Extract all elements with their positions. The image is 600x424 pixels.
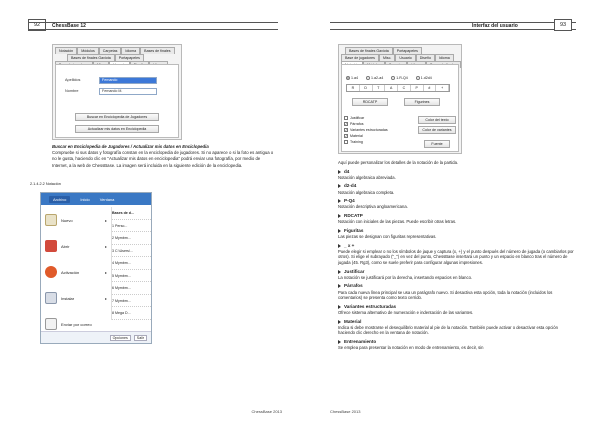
- option-heading: Material: [338, 319, 574, 325]
- triangle-bullet-icon: [338, 284, 341, 288]
- recent-header: Bases de d...: [112, 207, 151, 220]
- variation-color-button[interactable]: Color de variantes: [418, 126, 456, 134]
- option-description: Puede elegir si emplear o no los símbolos de jaque y captura (x, +) y el punto después del número de jugada (o cambiarlos por otros). Si elige el subrayado ("_") en vez del punto, ChessBase insertará un punto y un espacio en blanco tras el número de jugada (45. Rg3), como se suele preferir para configurar algunas impresiones.: [338, 248, 574, 265]
- radio-short[interactable]: 1.a4: [346, 76, 358, 80]
- tab-archivo[interactable]: Archivo: [49, 196, 70, 203]
- new-icon: [45, 214, 57, 226]
- recent-item[interactable]: 6 Mymbm...: [112, 282, 151, 295]
- tab-ventana[interactable]: Ventana: [99, 196, 115, 202]
- check-training[interactable]: Training: [344, 140, 363, 144]
- rdcatp-button[interactable]: RDCATP: [352, 98, 388, 106]
- page-footer: ChessBase 2013: [251, 409, 282, 414]
- triangle-bullet-icon: [338, 199, 341, 203]
- recent-item[interactable]: 8 Mega D...: [112, 307, 151, 320]
- piece-letter: P: [411, 85, 424, 91]
- chevron-right-icon: ▸: [104, 269, 107, 275]
- chevron-right-icon: ▸: [104, 243, 107, 249]
- check-paragraphs[interactable]: ✓ Párrafos: [345, 122, 364, 126]
- recent-item[interactable]: 3 C:\Users\...: [112, 245, 151, 258]
- option-heading: Figuritas: [338, 228, 574, 234]
- option-description: Ofrece sistema alternativo de numeración e indentación de las variantes.: [338, 309, 474, 315]
- piece-letter: R: [347, 85, 360, 91]
- radio-coord[interactable]: 1.d2d4: [416, 76, 432, 80]
- menu-item-enviar[interactable]: Enviar por correo: [43, 311, 109, 337]
- page-number: 92: [28, 19, 46, 31]
- option-description: Las piezas se designan con figuritas representativas.: [338, 233, 437, 239]
- surname-field[interactable]: Fernando: [99, 77, 157, 84]
- header-title: ChessBase 12: [52, 23, 86, 29]
- install-icon: [45, 292, 57, 304]
- activation-icon: [45, 266, 57, 278]
- page-footer: ChessBase 2013: [330, 409, 361, 414]
- page-header: [330, 22, 576, 30]
- search-encyclopedia-button[interactable]: Buscar en Enciclopedia de Jugadores: [75, 113, 159, 121]
- tab[interactable]: Bases de finales Gaviota: [345, 47, 393, 54]
- piece-letter: +: [436, 85, 449, 91]
- figurines-button[interactable]: Figurines: [404, 98, 440, 106]
- option-description: Notación algebraica completa.: [338, 189, 395, 195]
- intro-text: Aquí puede personalizar los detalles de la notación de la partida.: [338, 160, 459, 165]
- notation-style-radios: [346, 76, 432, 80]
- check-justify[interactable]: Justificar: [344, 116, 364, 120]
- option-description: La notación se justificará por la derecha, insertando espacios en blanco.: [338, 274, 473, 280]
- options-dialog: [52, 44, 182, 140]
- recent-item[interactable]: 5 Mymbm...: [112, 270, 151, 283]
- encyclopedia-description: [52, 144, 274, 169]
- option-heading: d4: [338, 169, 574, 175]
- tab[interactable]: Usuario: [395, 54, 415, 61]
- text-color-button[interactable]: Color del texto: [418, 116, 456, 124]
- tab[interactable]: Portapapeles: [393, 47, 422, 54]
- notation-options-text: [338, 160, 574, 351]
- triangle-bullet-icon: [338, 229, 341, 233]
- tab[interactable]: Base de jugadores: [341, 54, 379, 61]
- tab[interactable]: Diseño: [416, 54, 435, 61]
- menu-bottom-bar: [41, 331, 151, 343]
- surname-label: Apellidos: [65, 78, 81, 82]
- encyclopedia-body: Compruebe si sus datos y fotografía constan en la enciclopedia de jugadores. Si no aparece o si la foto es antigua o no le gusta, haciendo clic en "Actualizar mis datos en enciclopedia" podrá enviar una fotografía, por medio de Internet, a la web de ChessBase. La imagen será incluida en la siguiente edición de la enciclopedia.: [52, 150, 274, 168]
- option-heading: Párrafos: [338, 283, 574, 289]
- option-description: Notación con iniciales de las piezas. Puede escribir otras letras.: [338, 219, 457, 225]
- menu-item-abrir[interactable]: Abrir ▸: [43, 233, 109, 259]
- option-heading: d2-d4: [338, 183, 574, 189]
- recent-item[interactable]: 2 Mymbm...: [112, 232, 151, 245]
- mail-icon: [45, 318, 57, 330]
- triangle-bullet-icon: [338, 270, 341, 274]
- name-field[interactable]: Fernando M.: [99, 88, 157, 95]
- menu-tabs: [41, 193, 151, 205]
- name-label: Nombre: [65, 89, 79, 93]
- chevron-right-icon: ▸: [104, 295, 107, 301]
- page-number: 93: [554, 19, 572, 31]
- option-description: Notación descriptiva angloamericana.: [338, 204, 408, 210]
- piece-letters-field[interactable]: [346, 84, 450, 92]
- menu-item-instalar[interactable]: Instalar ▸: [43, 285, 109, 311]
- exit-button[interactable]: Salir: [134, 335, 147, 341]
- check-material[interactable]: ✓ Material: [345, 134, 363, 138]
- piece-letter: D: [360, 85, 373, 91]
- triangle-bullet-icon: [338, 320, 341, 324]
- option-heading: _ x +: [338, 243, 574, 249]
- recent-item[interactable]: 4 Mymbm...: [112, 257, 151, 270]
- encyclopedia-heading: Buscar en Enciclopedia de Jugadores / Actualizar mis datos en Enciclopedia: [52, 144, 209, 149]
- triangle-bullet-icon: [338, 305, 341, 309]
- piece-letter: T: [373, 85, 386, 91]
- tab[interactable]: Notación: [55, 47, 77, 54]
- right-page: [300, 0, 600, 424]
- options-button[interactable]: Opciones: [110, 335, 131, 341]
- piece-letter: #: [424, 85, 437, 91]
- triangle-bullet-icon: [338, 340, 341, 344]
- menu-item-nuevo[interactable]: Nuevo ▸: [43, 207, 109, 233]
- triangle-bullet-icon: [338, 170, 341, 174]
- piece-letter: A: [385, 85, 398, 91]
- recent-databases-list: [111, 207, 151, 320]
- piece-letter: C: [398, 85, 411, 91]
- tab[interactable]: Bases de finales Gaviota: [67, 54, 115, 61]
- recent-item[interactable]: 7 Mymbm...: [112, 295, 151, 308]
- option-description: Indica si debe mostrarse el desequilibrio material al pie de la notación. También puede activar o desactivar esta opción haciendo clic derecho en la ventana de notación.: [338, 324, 558, 336]
- option-heading: RDCATP: [338, 213, 574, 219]
- tab[interactable]: Misc.: [379, 54, 395, 61]
- file-menu-screenshot: [40, 192, 152, 344]
- open-icon: [45, 240, 57, 252]
- section-label: 2.1.4.2.2 Notación: [30, 182, 61, 186]
- radio-long[interactable]: 1.a2-a4: [366, 76, 383, 80]
- tab[interactable]: Idioma: [435, 54, 454, 61]
- triangle-bullet-icon: [338, 184, 341, 188]
- option-heading: Justificar: [338, 269, 574, 275]
- tab[interactable]: Módulos: [77, 47, 99, 54]
- triangle-bullet-icon: [338, 244, 341, 248]
- font-button[interactable]: Fuente: [424, 140, 450, 148]
- menu-left-column: [43, 207, 109, 337]
- header-title: Interfaz del usuario: [472, 23, 518, 29]
- triangle-bullet-icon: [338, 214, 341, 218]
- tab[interactable]: Carpetas: [99, 47, 122, 54]
- tab-inicio[interactable]: Inicio: [80, 196, 90, 202]
- option-heading: P-Q4: [338, 198, 574, 204]
- tab[interactable]: Bases de finales: [140, 47, 174, 54]
- option-description: Se emplea para presentar la notación en modo de entrenamiento, es decir, sin: [338, 345, 484, 351]
- update-encyclopedia-button[interactable]: Actualizar mis datos en Enciclopedia: [75, 125, 159, 133]
- tab[interactable]: Portapapeles: [115, 54, 144, 61]
- recent-item[interactable]: 1 Perso...: [112, 220, 151, 233]
- option-description: Para cada nueva línea principal se usa un parágrafo nuevo. Si desactiva esta opción, toda la notación (incluidos los comentarios) se presenta como texto cerrido.: [338, 289, 553, 301]
- menu-item-activacion[interactable]: Activación ▸: [43, 259, 109, 285]
- radio-descriptive[interactable]: 1.R-Q4: [391, 76, 408, 80]
- tab[interactable]: Idioma: [121, 47, 140, 54]
- check-structured[interactable]: ✓ Variantes estructuradas: [345, 128, 388, 132]
- option-description: Notación algebraica abreviada.: [338, 174, 396, 180]
- option-heading: Entrenamiento: [338, 339, 574, 345]
- chevron-right-icon: ▸: [104, 217, 107, 223]
- option-heading: Variantes estructuradas: [338, 304, 574, 310]
